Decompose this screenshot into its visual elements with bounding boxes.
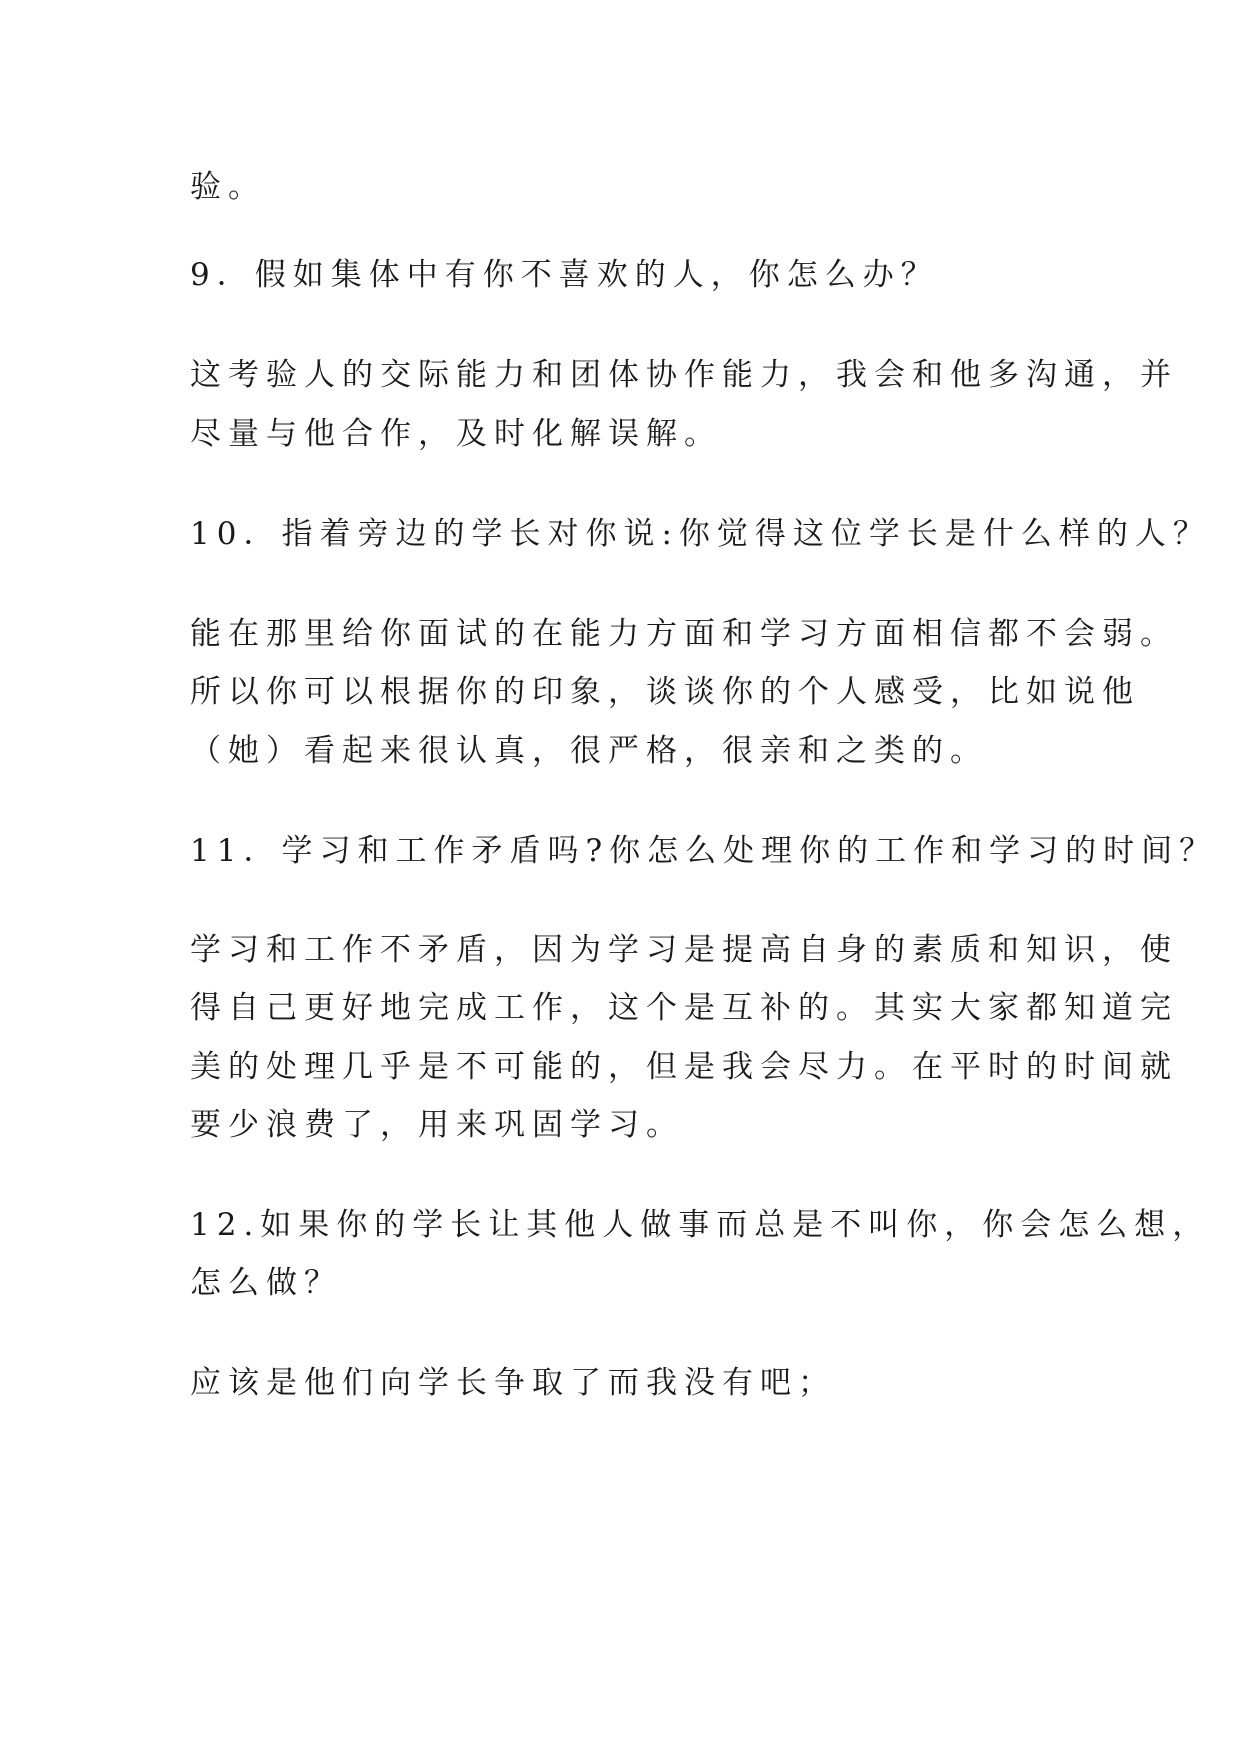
answer-10-line-3: （她）看起来很认真，很严格，很亲和之类的。 [190, 733, 988, 769]
answer-9-line-1: 这考验人的交际能力和团体协作能力，我会和他多沟通，并 [190, 357, 1178, 393]
answer-11-line-2: 得自己更好地完成工作，这个是互补的。其实大家都知道完 [190, 990, 1178, 1026]
answer-11-line-1: 学习和工作不矛盾，因为学习是提高自身的素质和知识，使 [190, 932, 1178, 968]
answer-12-line-1: 应该是他们向学长争取了而我没有吧； [190, 1365, 836, 1401]
question-10: 10．指着旁边的学长对你说:你觉得这位学长是什么样的人？ [190, 516, 1211, 552]
question-12-line-2: 怎么做？ [190, 1265, 342, 1301]
answer-11-line-3: 美的处理几乎是不可能的，但是我会尽力。在平时的时间就 [190, 1049, 1178, 1085]
question-9: 9．假如集体中有你不喜欢的人，你怎么办？ [190, 257, 939, 293]
answer-10-line-2: 所以你可以根据你的印象，谈谈你的个人感受，比如说他 [190, 674, 1140, 710]
answer-8-tail: 验。 [190, 169, 266, 205]
answer-9-line-2: 尽量与他合作，及时化解误解。 [190, 416, 722, 452]
question-12-line-1: 12.如果你的学长让其他人做事而总是不叫你，你会怎么想， [190, 1207, 1211, 1243]
question-11: 11．学习和工作矛盾吗?你怎么处理你的工作和学习的时间？ [190, 833, 1218, 869]
answer-11-line-4: 要少浪费了，用来巩固学习。 [190, 1107, 684, 1143]
answer-10-line-1: 能在那里给你面试的在能力方面和学习方面相信都不会弱。 [190, 616, 1178, 652]
